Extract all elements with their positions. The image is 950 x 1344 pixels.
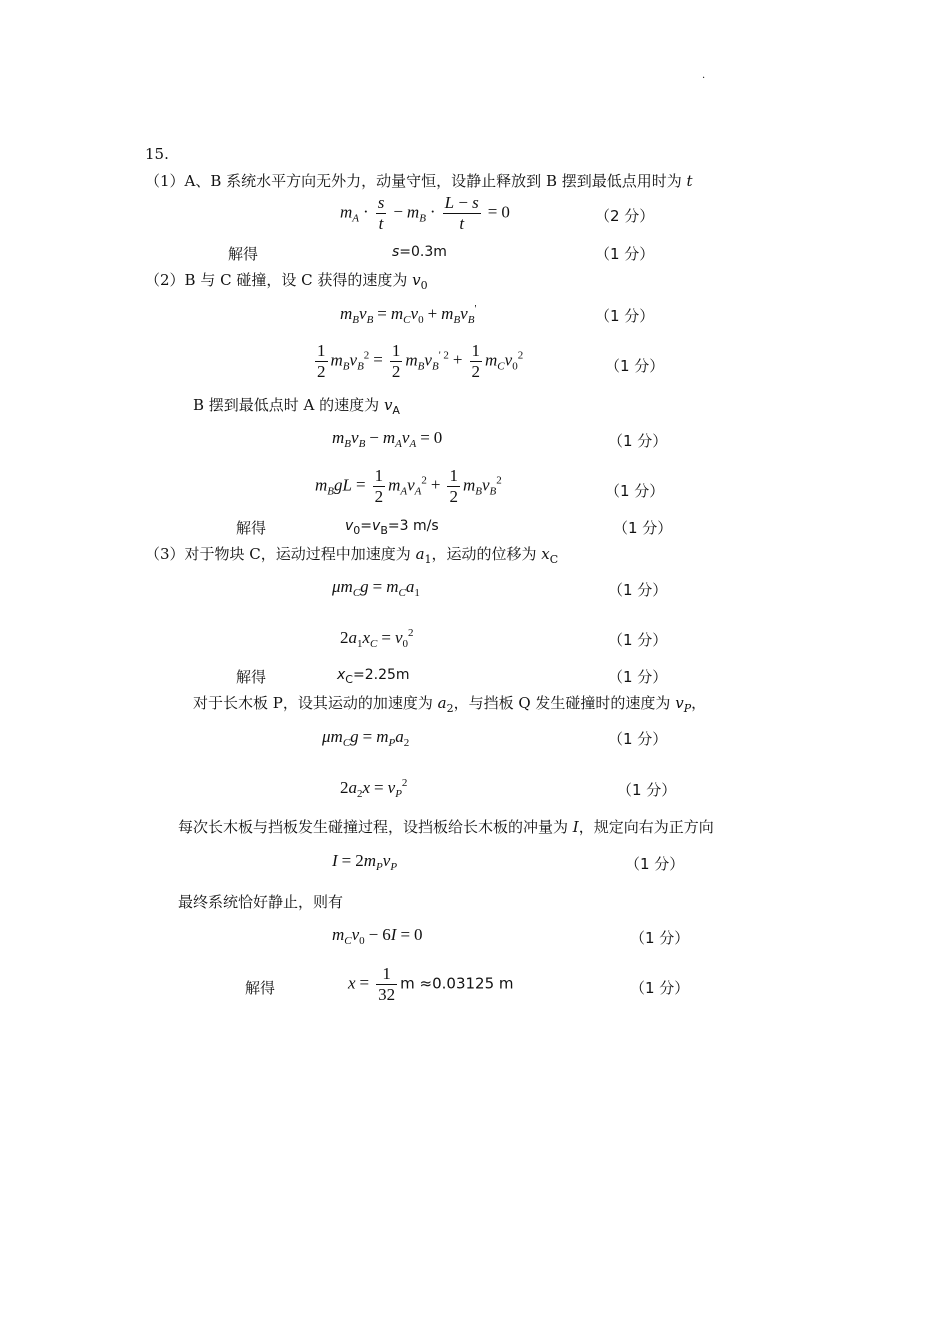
points-result-xc: （1 分） <box>608 668 668 686</box>
equation-momentum-ab: $m_A$ · $\frac{s}{t}$ − $m_B$ · $\frac{L - s}{t}$ = 0 <box>340 193 510 233</box>
points-eq2: （1 分） <box>595 307 655 325</box>
solve-label-2: 解得 <box>236 519 267 537</box>
problem-number: 15. <box>145 145 169 163</box>
equation-energy-ab: $m_BgL$ = $\frac{1}{2}$ $m_Av_A^2$ + $\frac{1}{2}$ $m_Bv_B^2$ <box>315 466 502 506</box>
result-xc: $x_C=2.25m$ <box>337 667 410 686</box>
equation-final-momentum: $m_Cv_0 - 6I = 0$ <box>332 925 423 947</box>
points-result-s: （1 分） <box>595 245 655 263</box>
points-eq1: （2 分） <box>595 207 655 225</box>
equation-impulse: $I = 2m_Pv_P$ <box>332 851 398 873</box>
equation-kinematics-p: $2a_2x = v_P^2$ <box>340 777 408 800</box>
part2-heading: （2）B 与 C 碰撞，设 C 获得的速度为 $v_0$ <box>145 271 428 292</box>
points-eq5: （1 分） <box>605 482 665 500</box>
points-eq9: （1 分） <box>617 781 677 799</box>
part2-sub-heading: B 摆到最低点时 A 的速度为 $v_A$ <box>193 396 400 417</box>
solve-label-3: 解得 <box>236 668 267 686</box>
points-eq8: （1 分） <box>608 730 668 748</box>
equation-accel-p: $\mu m_Cg = m_Pa_2$ <box>322 727 410 749</box>
points-eq7: （1 分） <box>608 631 668 649</box>
points-eq6: （1 分） <box>608 581 668 599</box>
equation-momentum-bc: $m_Bv_B = m_Cv_0 + m_Bv_B'$ <box>340 303 477 326</box>
solve-label-1: 解得 <box>228 245 259 263</box>
result-v0: $v_0=v_B=3$ m/s <box>345 518 439 537</box>
equation-accel-c: $\mu m_Cg = m_Ca_1$ <box>332 577 420 599</box>
part3-impulse-heading: 每次长木板与挡板发生碰撞过程，设挡板给长木板的冲量为 I，规定向右为正方向 <box>178 818 714 836</box>
solve-label-4: 解得 <box>245 979 276 997</box>
points-eq4: （1 分） <box>608 432 668 450</box>
points-eq11: （1 分） <box>630 929 690 947</box>
part1-heading: （1）A、B 系统水平方向无外力，动量守恒，设静止释放到 B 摆到最低点用时为 t <box>145 172 693 190</box>
points-result-x: （1 分） <box>630 979 690 997</box>
points-result-v0: （1 分） <box>613 519 673 537</box>
result-s: s=0.3m <box>392 244 447 260</box>
part3-heading: （3）对于物块 C，运动过程中加速度为 $a_1$，运动的位移为 $x_C$ <box>145 545 559 566</box>
result-x: x = $\frac{1}{32}$ m ≈0.03125 m <box>348 964 514 1004</box>
corner-dot: . <box>702 70 706 81</box>
points-eq10: （1 分） <box>625 855 685 873</box>
equation-energy-bc: $\frac{1}{2}$ $m_Bv_B^2$ = $\frac{1}{2}$ $m_Bv_B^{' 2}$ + $\frac{1}{2}$ $m_Cv_0^2$ <box>317 341 524 381</box>
equation-kinematics-c: $2a_1x_C = v_0^2$ <box>340 627 414 650</box>
part3-p-heading: 对于长木板 P，设其运动的加速度为 $a_2$，与挡板 Q 发生碰撞时的速度为 $v_P$， <box>193 694 707 715</box>
points-eq3: （1 分） <box>605 357 665 375</box>
part3-final-heading: 最终系统恰好静止，则有 <box>178 893 344 911</box>
result-x-unit: m ≈0.03125 m <box>400 974 514 993</box>
equation-momentum-ab-2: $m_Bv_B - m_Av_A = 0$ <box>332 428 443 450</box>
